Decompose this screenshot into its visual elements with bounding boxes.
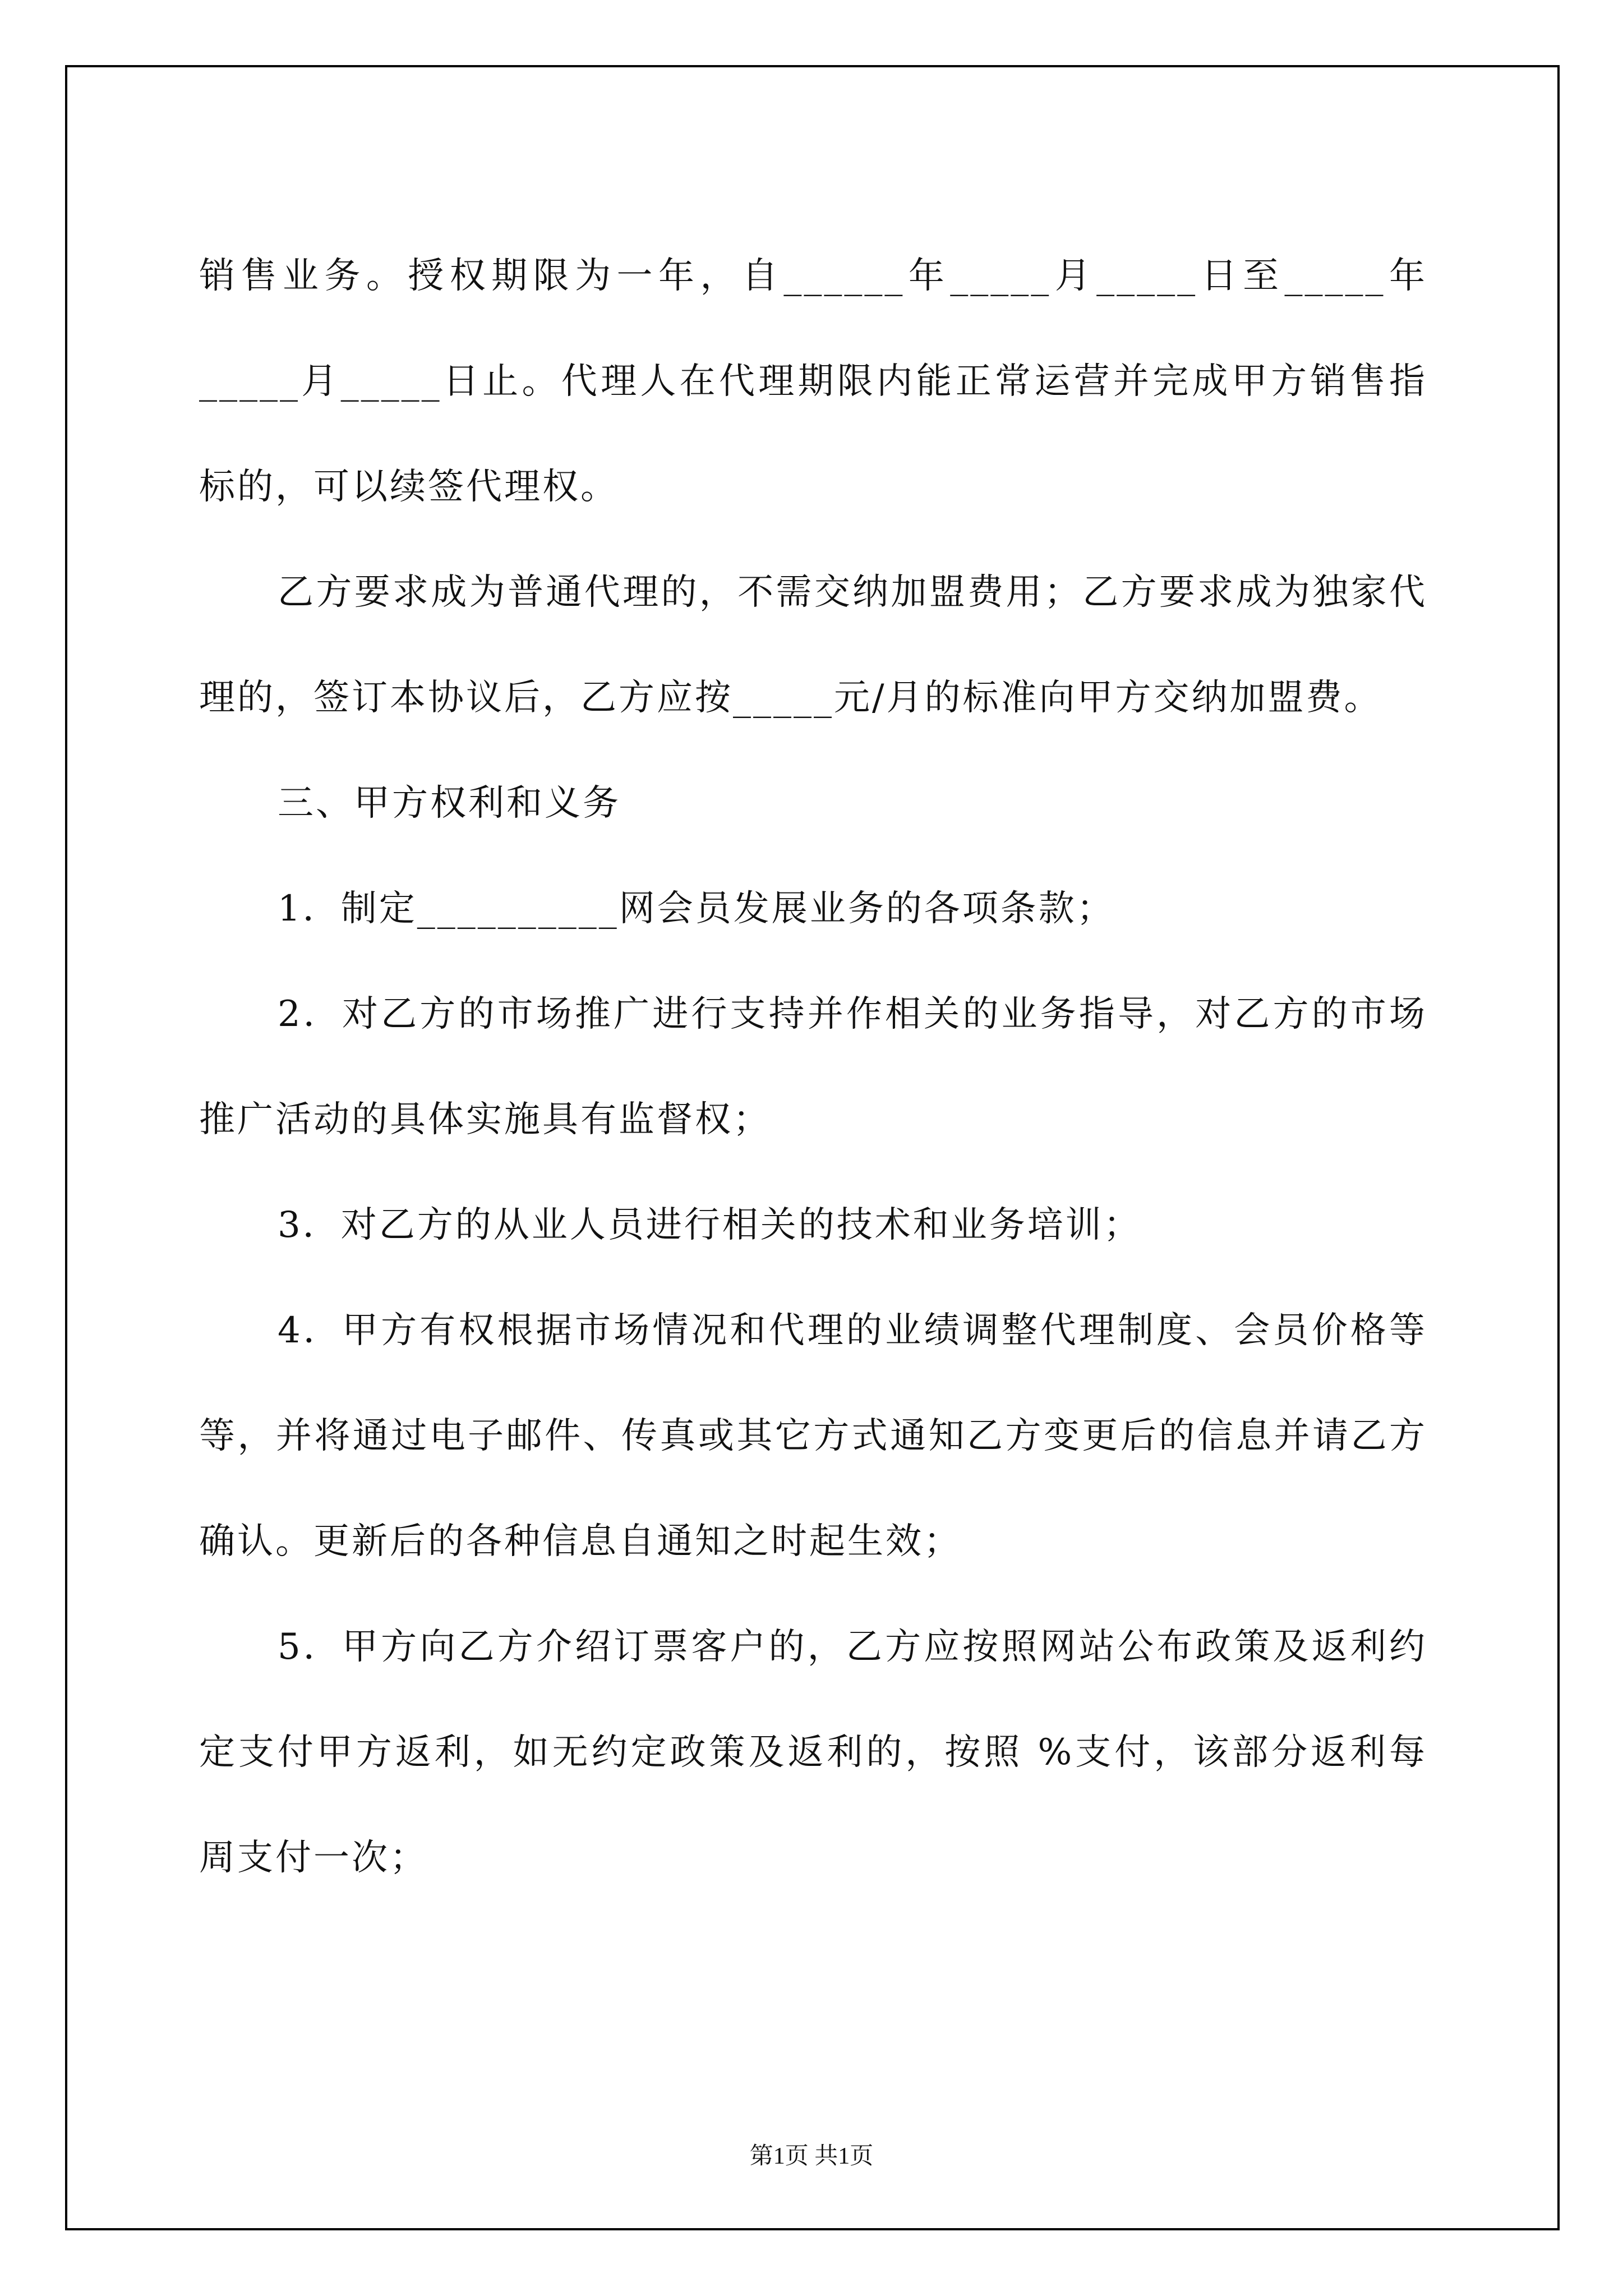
paragraph-agency-fee: 乙方要求成为普通代理的，不需交纳加盟费用；乙方要求成为独家代理的，签订本协议后，乙方应按_____元/月的标准向甲方交纳加盟费。 xyxy=(199,572,1427,719)
clause-4: 4．甲方有权根据市场情况和代理的业绩调整代理制度、会员价格等等，并将通过电子邮件、传真或其它方式通知乙方变更后的信息并请乙方确认。更新后的各种信息自通知之时起生效； xyxy=(199,1310,1427,1562)
section-heading-party-a-rights: 三、甲方权利和义务 xyxy=(278,783,621,824)
paragraph-term-period: 销售业务。授权期限为一年，自______年_____月_____日至_____年_____月_____日止。代理人在代理期限内能正常运营并完成甲方销售指标的，可以续签代理权。 xyxy=(199,255,1427,508)
clause-2: 2．对乙方的市场推广进行支持并作相关的业务指导，对乙方的市场推广活动的具体实施具有监督权； xyxy=(199,993,1427,1140)
clause-3: 3．对乙方的从业人员进行相关的技术和业务培训； xyxy=(278,1204,1142,1246)
clause-1: 1．制定__________网会员发展业务的各项条款； xyxy=(278,888,1115,930)
document-body xyxy=(199,223,1427,1911)
clause-5: 5．甲方向乙方介绍订票客户的，乙方应按照网站公布政策及返利约定支付甲方返利，如无约定政策及返利的，按照 %支付，该部分返利每周支付一次； xyxy=(199,1626,1427,1879)
page-footer: 第1页 共1页 xyxy=(749,2143,874,2169)
